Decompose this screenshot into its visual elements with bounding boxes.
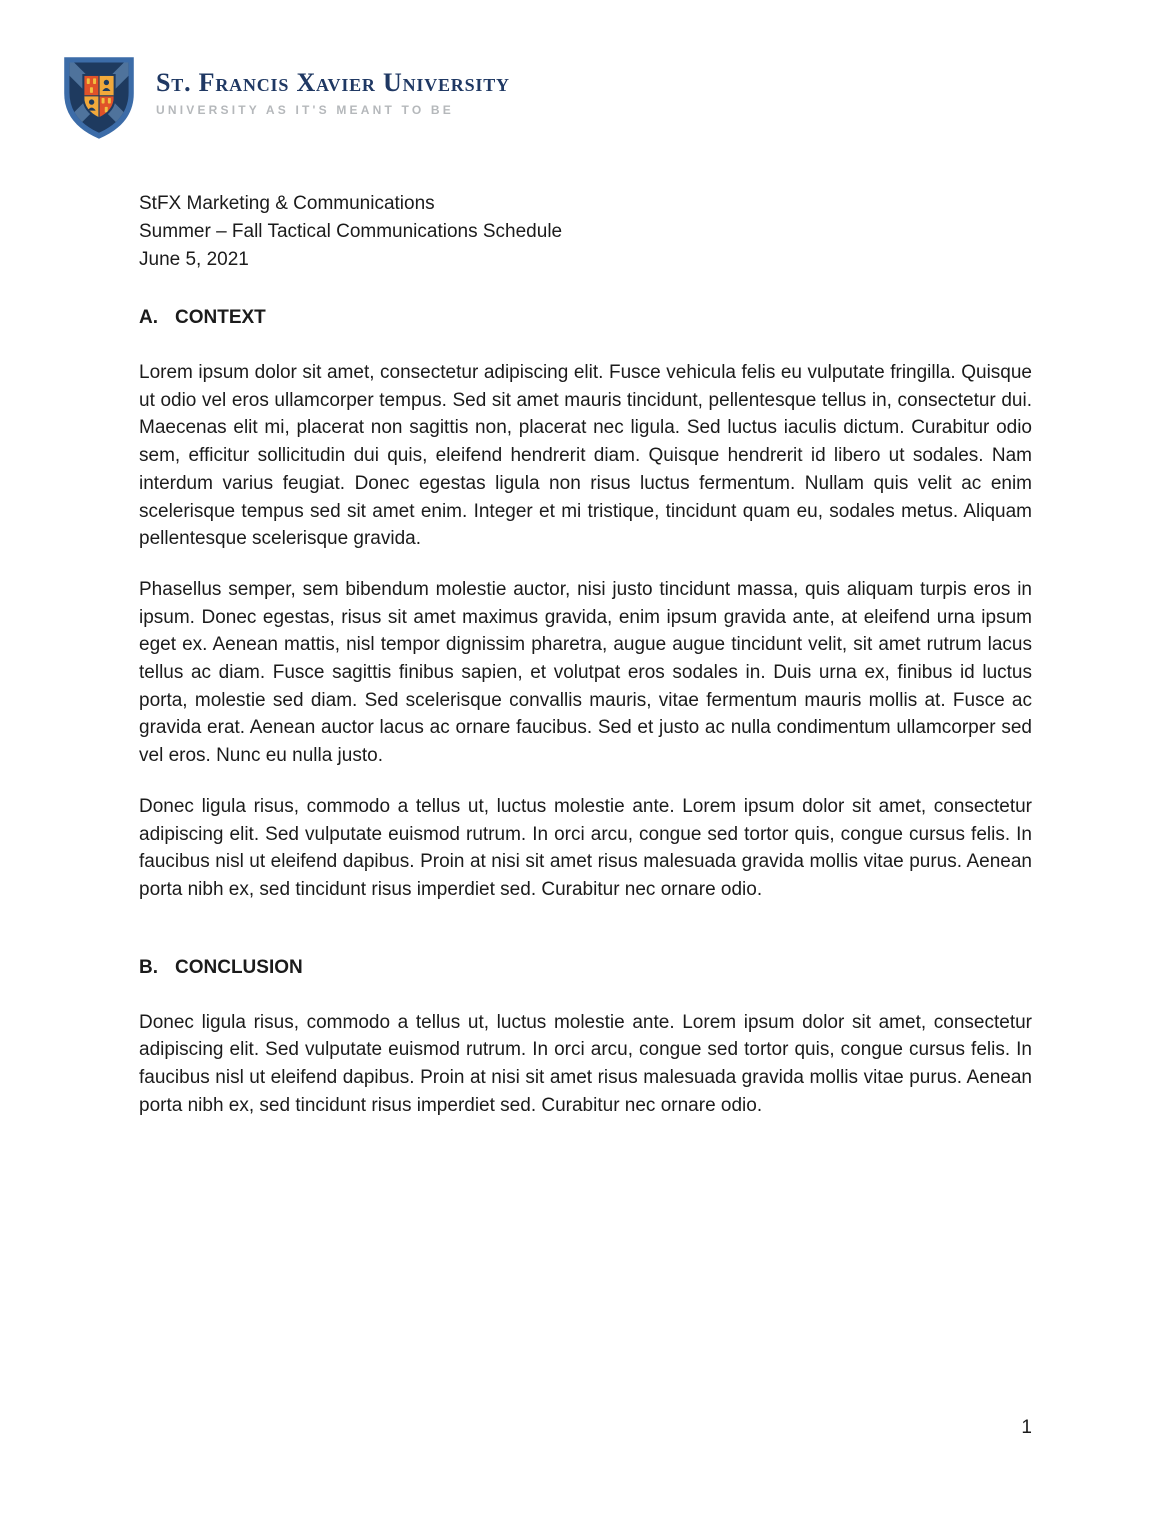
section-b-paragraph-1: Donec ligula risus, commodo a tellus ut, luctus molestie ante. Lorem ipsum dolor sit amet, consectetur adipiscing elit. Sed vulputate euismod rutrum. In orci arcu, congue sed tortor quis, congue cursus felis. In faucibus nisl ut eleifend dapibus. Proin at nisi sit amet risus malesuada gravida mollis vitae purus. Aenean porta nibh ex, sed tincidunt risus imperdiet sed. Curabitur nec ornare odio.: [139, 1011, 1032, 1116]
section-b-title: CONCLUSION: [175, 956, 303, 978]
university-name: St. Francis Xavier University: [156, 68, 510, 97]
stfx-shield-icon: [62, 55, 136, 141]
section-a-paragraph-2: Phasellus semper, sem bibendum molestie auctor, nisi justo tincidunt massa, quis aliquam turpis eros in ipsum. Donec egestas, risus sit amet maximus gravida, enim ipsum gravida ante, at eleifend urna ipsum eget ex. Aenean mattis, nisl tempor dignissim pharetra, augue augue tincidunt velit, sit amet rutrum lacus tellus ac diam. Fusce sagittis finibus sapien, et volutpat eros sodales in. Duis urna ex, finibus id luctus porta, molestie sed diam. Sed scelerisque convallis mauris, vitae fermentum mauris mollis at. Fusce ac gravida erat. Aenean auctor lacus ac ornare faucibus. Sed et justo ac nulla condimentum ullamcorper sed vel eros. Nunc eu nulla justo.: [139, 578, 1032, 767]
section-a-title: CONTEXT: [175, 307, 266, 328]
document-header-block: [139, 190, 1032, 274]
section-a-label: A.: [139, 307, 158, 328]
university-letterhead: [62, 55, 510, 141]
university-tagline: UNIVERSITY AS IT'S MEANT TO BE: [156, 102, 454, 117]
university-wordmark: [156, 55, 510, 117]
section-a-heading: [139, 304, 1032, 332]
doc-header-title: Summer – Fall Tactical Communications Schedule: [139, 221, 563, 242]
document-body: [139, 190, 1032, 1119]
section-b-heading: [139, 954, 1032, 982]
page-number: 1: [1021, 1417, 1032, 1438]
section-b-label: B.: [139, 956, 158, 978]
section-a-paragraph-3: Donec ligula risus, commodo a tellus ut, luctus molestie ante. Lorem ipsum dolor sit amet, consectetur adipiscing elit. Sed vulputate euismod rutrum. In orci arcu, congue sed tortor quis, congue cursus felis. In faucibus nisl ut eleifend dapibus. Proin at nisi sit amet risus malesuada gravida mollis vitae purus. Aenean porta nibh ex, sed tincidunt risus imperdiet sed. Curabitur nec ornare odio.: [139, 795, 1032, 900]
doc-header-org: StFX Marketing & Communications: [139, 193, 435, 214]
section-a-paragraph-1: Lorem ipsum dolor sit amet, consectetur adipiscing elit. Fusce vehicula felis eu vulputate fringilla. Quisque ut odio vel eros ullamcorper tempus. Sed sit amet mauris tincidunt, pellentesque tellus in, consectetur dui. Maecenas elit mi, placerat non sagittis non, placerat nec ligula. Sed luctus iaculis dictum. Curabitur odio sem, efficitur sollicitudin dui quis, eleifend hendrerit diam. Quisque hendrerit id libero ut sodales. Nam interdum varius feugiat. Donec egestas ligula non risus luctus fermentum. Nullam quis velit ac enim scelerisque tempus sed sit amet enim. Integer et mi tristique, tincidunt quam eu, sodales metus. Aliquam pellentesque scelerisque gravida.: [139, 362, 1032, 550]
doc-header-date: June 5, 2021: [139, 249, 249, 270]
